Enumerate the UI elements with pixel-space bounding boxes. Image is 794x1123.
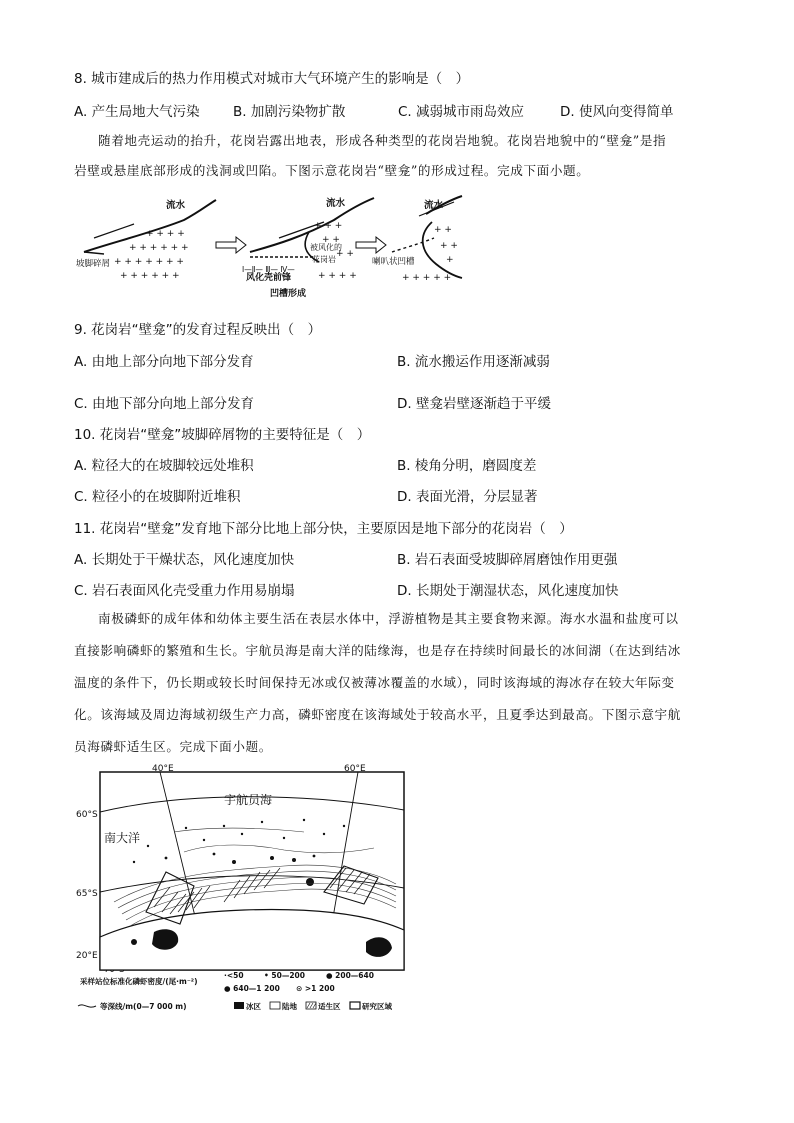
passage-granite-line1: 随着地壳运动的抬升，花岗岩露出地表，形成各种类型的花岗岩地貌。花岗岩地貌中的“壁龛”是指: [98, 133, 667, 148]
q11-option-d[interactable]: D. 长期处于潮湿状态，风化速度加快: [397, 583, 619, 599]
legend-density-1: ·<50: [224, 971, 244, 980]
label-flared-groove: 喇叭状凹槽: [372, 257, 415, 267]
svg-text:+ + + + +: + + + + +: [402, 273, 452, 283]
tick-20e: 20°E: [76, 951, 98, 961]
q10-option-a[interactable]: A. 粒径大的在坡脚较远处堆积: [74, 458, 254, 474]
svg-text:+ +: + +: [336, 249, 354, 259]
svg-text:+ + + + + +: + + + + + +: [120, 271, 180, 281]
passage-krill-line5: 员海磷虾适生区。完成下面小题。: [74, 739, 272, 754]
svg-text:+ + + +: + + + +: [146, 229, 185, 239]
q11-option-a[interactable]: A. 长期处于干燥状态，风化速度加快: [74, 552, 295, 568]
q9-option-a[interactable]: A. 由地上部分向地下部分发育: [74, 354, 254, 370]
figure-cosmonaut-sea-map: [74, 762, 414, 1014]
q9-option-c[interactable]: C. 由地下部分向地上部分发育: [74, 396, 255, 412]
svg-text:+ +: + +: [440, 241, 458, 251]
q9-option-d[interactable]: D. 壁龛岩壁逐渐趋于平缓: [397, 396, 551, 412]
label-groove-forming: 凹槽形成: [270, 289, 307, 299]
legend-habitat: 适生区: [318, 1002, 341, 1011]
legend-density-5: ⊙ >1 200: [296, 984, 335, 993]
q10-option-b[interactable]: B. 棱角分明，磨圆度差: [397, 458, 537, 474]
passage-krill-line4: 化。该海域及周边海域初级生产力高，磷虾密度在该海域处于较高水平，且夏季达到最高。下图示意宇航: [74, 707, 681, 722]
q8-option-b[interactable]: B. 加剧污染物扩散: [233, 104, 346, 120]
svg-text:+ + + + + +: + + + + + +: [129, 243, 189, 253]
question-8-stem: 8. 城市建成后的热力作用模式对城市大气环境产生的影响是（ ）: [74, 71, 470, 87]
passage-granite: [74, 126, 724, 186]
legend-density-4: ● 640—1 200: [224, 984, 280, 993]
legend-density-2: • 50—200: [264, 971, 305, 980]
passage-krill-line1: 南极磷虾的成年体和幼体主要生活在表层水体中，浮游植物是其主要食物来源。海水水温和盐度可以: [98, 611, 679, 626]
svg-text:+: +: [446, 255, 454, 265]
label-slope-debris: 坡脚碎屑: [76, 259, 111, 269]
tick-65s: 65°S: [76, 889, 98, 899]
label-weathered-1: 被风化的: [310, 243, 342, 252]
question-9-stem: 9. 花岗岩“壁龛”的发育过程反映出（ ）: [74, 322, 322, 338]
q11-option-c[interactable]: C. 岩石表面风化壳受重力作用易崩塌: [74, 583, 295, 599]
svg-text:+ + + + + + +: + + + + + + +: [114, 257, 184, 267]
label-southern-ocean: 南大洋: [104, 831, 141, 845]
legend-isobath: 等深线/m(0—7 000 m): [100, 1002, 187, 1011]
passage-krill-line2: 直接影响磷虾的繁殖和生长。宇航员海是南大洋的陆缘海，也是存在持续时间最长的冰间湖（在达到结冰: [74, 643, 681, 658]
label-flow-3: 流水: [424, 200, 444, 211]
label-weathered-2: 花岗岩: [312, 255, 336, 264]
svg-text:+ + + +: + + + +: [318, 271, 357, 281]
q10-option-c[interactable]: C. 粒径小的在坡脚附近堆积: [74, 489, 241, 505]
passage-krill-line3: 温度的条件下，仍长期或较长时间保持无冰或仅被薄冰覆盖的水域），同时该海域的海冰存在较大年际变: [74, 675, 675, 690]
figure-granite-niche: [74, 192, 464, 304]
tick-60s: 60°S: [76, 810, 98, 820]
q10-option-d[interactable]: D. 表面光滑，分层显著: [397, 489, 538, 505]
legend-density-3: ● 200—640: [326, 971, 374, 980]
q8-option-c[interactable]: C. 减弱城市雨岛效应: [398, 104, 525, 120]
legend-density-title: 采样站位标准化磷虾密度/(尾·m⁻²): [80, 977, 198, 986]
svg-text:+ +: + +: [434, 225, 452, 235]
label-flow-2: 流水: [326, 198, 346, 209]
q9-option-b[interactable]: B. 流水搬运作用逐渐减弱: [397, 354, 550, 370]
label-weathering-front: 风化壳前锋: [246, 273, 292, 283]
tick-40e: 40°E: [152, 764, 174, 774]
passage-granite-line2: 岩壁或悬崖底部形成的浅洞或凹陷。下图示意花岗岩“壁龛”的形成过程。完成下面小题。: [74, 163, 590, 178]
tick-60e: 60°E: [344, 764, 366, 774]
legend-land: 陆地: [282, 1002, 297, 1011]
label-roman: I—Ⅱ— Ⅲ— Ⅳ—: [242, 265, 295, 274]
passage-krill: [74, 603, 724, 763]
question-11-stem: 11. 花岗岩“壁龛”发育地下部分比地上部分快，主要原因是地下部分的花岗岩（ ）: [74, 521, 573, 537]
question-10-stem: 10. 花岗岩“壁龛”坡脚碎屑物的主要特征是（ ）: [74, 427, 371, 443]
q11-option-b[interactable]: B. 岩石表面受坡脚碎屑磨蚀作用更强: [397, 552, 618, 568]
svg-text:+ +: + +: [322, 235, 340, 245]
legend-ice: 冰区: [246, 1002, 261, 1011]
label-flow-1: 流水: [166, 200, 186, 211]
legend-study-area: 研究区域: [362, 1002, 392, 1011]
label-cosmonaut-sea: 宇航员海: [224, 793, 273, 807]
q8-option-d[interactable]: D. 使风向变得简单: [560, 104, 674, 120]
svg-text:+ + +: + + +: [314, 221, 343, 231]
q8-option-a[interactable]: A. 产生局地大气污染: [74, 104, 200, 120]
